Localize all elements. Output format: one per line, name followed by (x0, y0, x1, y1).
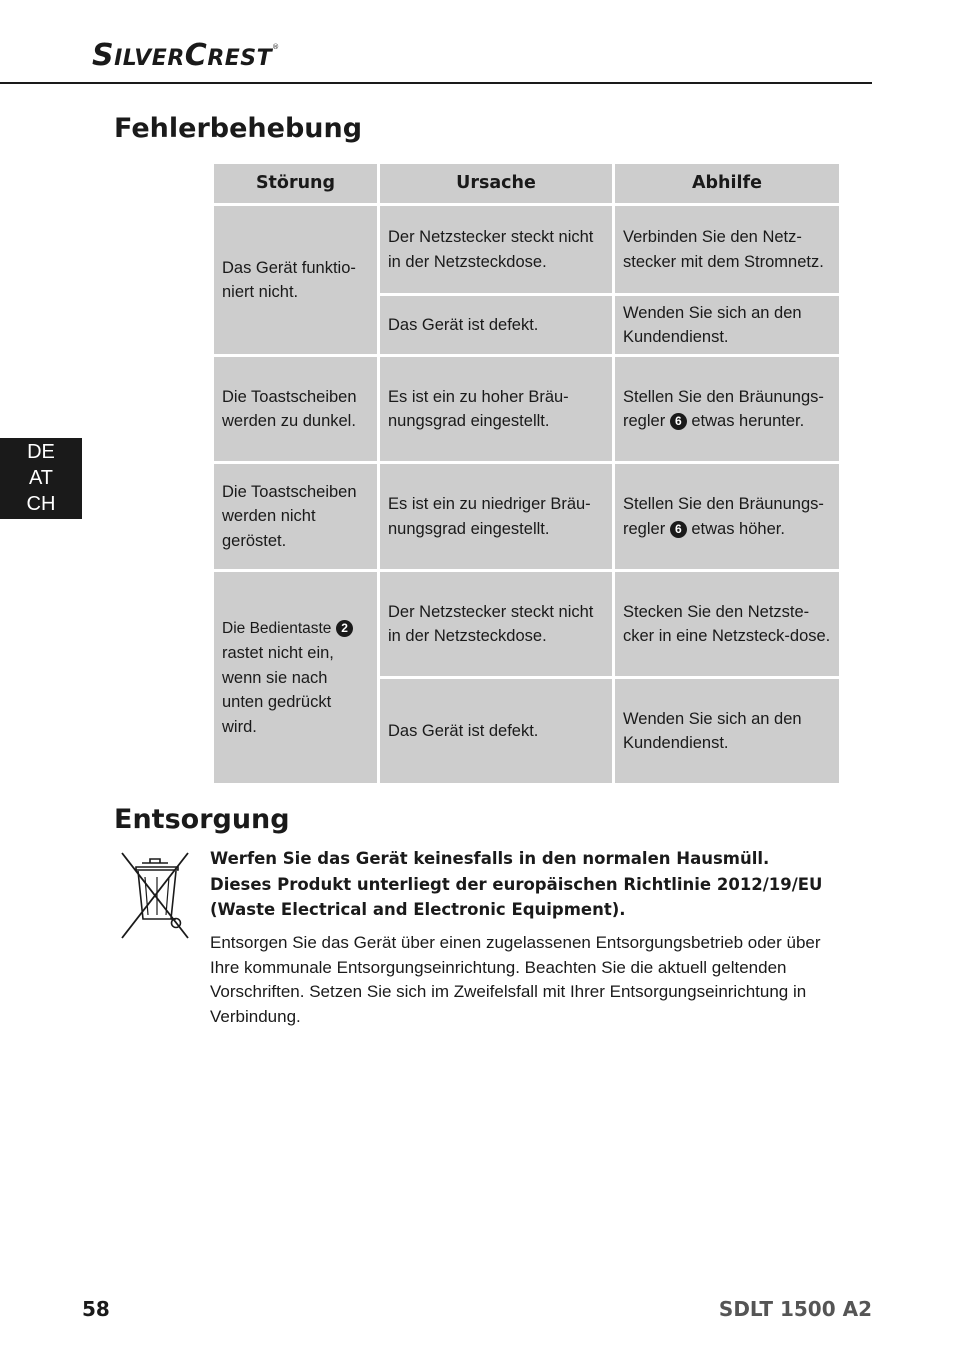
problem-cell: Die Toastscheiben werden nicht geröstet. (213, 463, 379, 571)
body-line: Vorschriften. Setzen Sie sich im Zweifelsfall mit Ihrer Entsorgungseinrichtung in (210, 982, 807, 1001)
problem-cell (213, 571, 379, 785)
table-row (213, 205, 841, 295)
remedy-cell: Stecken Sie den Netzste-cker in eine Netzsteck-dose. (614, 571, 841, 678)
column-header: Abhilfe (614, 163, 841, 205)
header-divider (0, 82, 872, 84)
remedy-cell: Wenden Sie sich an den Kundendienst. (614, 295, 841, 356)
disposal-body (210, 931, 850, 1029)
logo-text: REST (207, 46, 273, 71)
disposal-title: Entsorgung (114, 804, 290, 835)
language-code: DE (27, 441, 55, 463)
warning-line: (Waste Electrical and Electronic Equipment). (210, 900, 626, 919)
remedy-text: Stellen Sie den Bräunungs-regler (623, 495, 824, 538)
registered-mark: ® (272, 43, 280, 51)
troubleshooting-title: Fehlerbehebung (114, 113, 363, 144)
silvercrest-logo (92, 38, 280, 73)
remedy-text: etwas herunter. (691, 412, 805, 430)
problem-cell: Das Gerät funktio-niert nicht. (213, 205, 379, 356)
language-tab (0, 438, 82, 519)
body-line: Verbindung. (210, 1006, 301, 1026)
cause-cell: Der Netzstecker steckt nicht in der Netzsteckdose. (379, 571, 614, 678)
disposal-warning (210, 846, 850, 923)
remedy-cell: Verbinden Sie den Netz-stecker mit dem Stromnetz. (614, 205, 841, 295)
operating-button-number-icon: 2 (336, 620, 353, 637)
remedy-text: etwas höher. (691, 519, 785, 538)
warning-line: Dieses Produkt unterliegt der europäischen Richtlinie 2012/19/EU (210, 874, 823, 894)
body-line: Entsorgen Sie das Gerät über einen zugelassenen Entsorgungsbetrieb oder über (210, 933, 821, 952)
crossed-out-wheelie-bin-icon (120, 851, 190, 940)
cause-cell: Das Gerät ist defekt. (379, 678, 614, 785)
problem-text: rastet nicht ein, wenn sie nach unten gedrückt wird. (222, 644, 334, 736)
remedy-cell (614, 463, 841, 571)
language-code: CH (26, 493, 56, 515)
column-header: Störung (213, 163, 379, 205)
language-code: AT (28, 467, 54, 489)
remedy-text: Stellen Sie den Bräunungs-regler (623, 387, 824, 430)
remedy-cell: Wenden Sie sich an den Kundendienst. (614, 678, 841, 785)
cause-cell: Das Gerät ist defekt. (379, 295, 614, 356)
logo-text: S (92, 38, 115, 73)
logo-text: ILVER (114, 46, 185, 71)
problem-cell: Die Toastscheiben werden zu dunkel. (213, 356, 379, 463)
table-header-row (213, 163, 841, 205)
model-number: SDLT 1500 A2 (718, 1297, 872, 1321)
table-row (213, 356, 841, 463)
column-header: Ursache (379, 163, 614, 205)
troubleshooting-table (211, 161, 842, 786)
table-row (213, 571, 841, 678)
problem-text: Die Bedientaste (222, 619, 332, 637)
browning-control-number-icon: 6 (670, 413, 687, 430)
browning-control-number-icon: 6 (670, 521, 687, 538)
page-number: 58 (82, 1297, 110, 1321)
cause-cell: Es ist ein zu niedriger Bräu-nungsgrad eingestellt. (379, 463, 614, 571)
remedy-cell (614, 356, 841, 463)
body-line: Ihre kommunale Entsorgungseinrichtung. Beachten Sie die aktuell geltenden (210, 957, 787, 977)
logo-text: C (184, 38, 208, 73)
warning-line: Werfen Sie das Gerät keinesfalls in den normalen Hausmüll. (210, 849, 770, 868)
cause-cell: Der Netzstecker steckt nicht in der Netzsteckdose. (379, 205, 614, 295)
cause-cell: Es ist ein zu hoher Bräu-nungsgrad eingestellt. (379, 356, 614, 463)
table-row (213, 463, 841, 571)
